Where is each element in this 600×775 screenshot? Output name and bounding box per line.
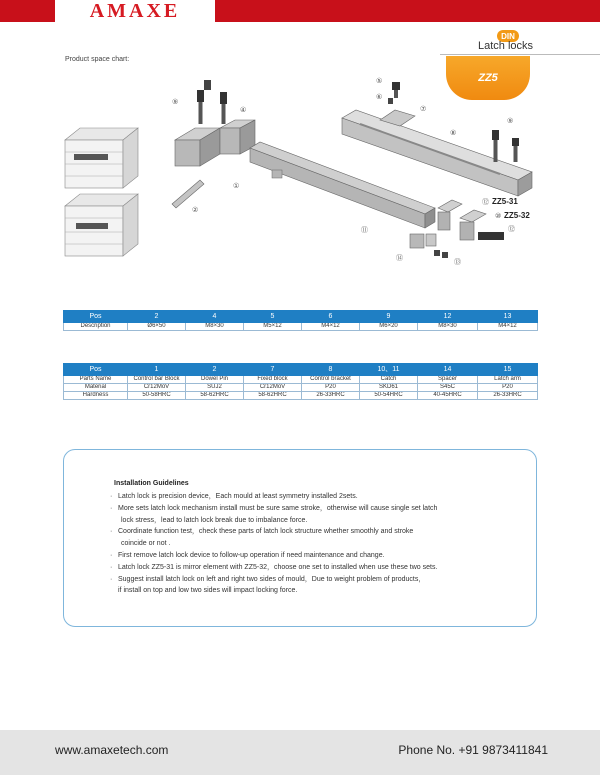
series-title: Latch locks bbox=[478, 40, 534, 52]
guidelines-title: Installation Guidelines bbox=[114, 480, 189, 487]
mould-assembly-top bbox=[65, 128, 138, 188]
callout-6: ⑥ bbox=[376, 93, 383, 101]
callout-11: ⑪ bbox=[361, 226, 368, 234]
callout-14: ⑭ bbox=[396, 254, 403, 262]
table-cell: Control bracket bbox=[302, 376, 360, 384]
header-cell: 5 bbox=[244, 311, 302, 323]
control-bracket bbox=[342, 110, 532, 196]
table-row bbox=[64, 323, 538, 331]
table-cell: Ø6×50 bbox=[128, 323, 186, 331]
table-row bbox=[64, 376, 538, 384]
model-tab: ZZ5 bbox=[446, 56, 530, 100]
table-cell: Material bbox=[64, 384, 128, 392]
table-cell: P20 bbox=[478, 384, 538, 392]
product-space-drawing bbox=[60, 68, 540, 278]
header-cell: 4 bbox=[186, 311, 244, 323]
block-screws bbox=[197, 80, 227, 124]
control-bar-block bbox=[175, 120, 255, 166]
callout-9a: ⑨ bbox=[172, 98, 179, 106]
table-cell: Cr12MoV bbox=[128, 384, 186, 392]
header-cell: 2 bbox=[128, 311, 186, 323]
table-row bbox=[64, 392, 538, 400]
header-cell: 6 bbox=[302, 311, 360, 323]
chart-label: Product space chart: bbox=[65, 56, 130, 63]
table-cell: Fixed block bbox=[244, 376, 302, 384]
guideline-item-continued: lock stress，lead to latch lock break due to imbalance force. bbox=[121, 516, 308, 524]
bracket-screws bbox=[492, 130, 519, 162]
header-cell: 12 bbox=[418, 311, 478, 323]
table-cell: M5×12 bbox=[244, 323, 302, 331]
header-cell: Pos bbox=[64, 311, 128, 323]
header-cell: 10、11 bbox=[360, 364, 418, 376]
callout-8: ⑧ bbox=[450, 129, 457, 137]
table-row bbox=[64, 384, 538, 392]
table-cell: 40-45HRC bbox=[418, 392, 478, 400]
callout-4: ④ bbox=[240, 106, 247, 114]
table-cell: Cr12MoV bbox=[244, 384, 302, 392]
header-cell: 14 bbox=[418, 364, 478, 376]
guideline-item-continued: coincide or not . bbox=[121, 540, 171, 548]
table-cell: 50-58HRC bbox=[128, 392, 186, 400]
table-cell: M8×30 bbox=[418, 323, 478, 331]
table-cell: Spacer bbox=[418, 376, 478, 384]
guideline-item: · Latch lock ZZ5-31 is mirror element with ZZ5-32，choose one set to installed when use these two sets. bbox=[107, 562, 527, 574]
guidelines-list bbox=[107, 491, 527, 597]
table-cell: 50-54HRC bbox=[360, 392, 418, 400]
variant-zz5-31: ZZ5-31 bbox=[492, 197, 518, 206]
brand-name: AMAXE bbox=[89, 0, 181, 22]
guideline-item: · First remove latch lock device to follow-up operation if need maintenance and change. bbox=[107, 550, 527, 562]
table-cell: M6×20 bbox=[360, 323, 418, 331]
guideline-item: · Suggest install latch lock on left and right two sides of mould，Due to weight problem of products， bbox=[107, 574, 527, 586]
description-table bbox=[63, 310, 538, 331]
table-cell: Catch bbox=[360, 376, 418, 384]
footer-phone: Phone No. +91 9873411841 bbox=[398, 743, 548, 757]
header-cell: 1 bbox=[128, 364, 186, 376]
parts-table-header bbox=[64, 364, 538, 376]
header-cell: 15 bbox=[478, 364, 538, 376]
table-cell: Parts Name bbox=[64, 376, 128, 384]
table-cell: P20 bbox=[302, 384, 360, 392]
brand-logo bbox=[55, 0, 215, 22]
callout-9b: ⑨ bbox=[507, 117, 514, 125]
mould-assembly-bottom bbox=[65, 194, 138, 256]
header-cell: 9 bbox=[360, 311, 418, 323]
table-cell: SKD61 bbox=[360, 384, 418, 392]
table-cell: Description bbox=[64, 323, 128, 331]
table-cell: Dowel Pin bbox=[186, 376, 244, 384]
table-cell: 58-62HRC bbox=[244, 392, 302, 400]
guideline-item-continued: if install on top and low two sides will impact locking force. bbox=[118, 587, 298, 595]
table-cell: 58-62HRC bbox=[186, 392, 244, 400]
parts-table bbox=[63, 363, 538, 400]
guideline-item: · Coordinate function test，check these parts of latch lock structure whether smoothly and stroke bbox=[107, 526, 527, 538]
callout-10: ⑩ bbox=[495, 212, 502, 220]
table-cell: Latch arm bbox=[478, 376, 538, 384]
table-cell: M8×30 bbox=[186, 323, 244, 331]
fixed-block bbox=[380, 82, 415, 126]
table-cell: Control bar Block bbox=[128, 376, 186, 384]
header-cell: 8 bbox=[302, 364, 360, 376]
guideline-item: · Latch lock is precision device，Each mould at least symmetry installed 2sets. bbox=[107, 491, 527, 503]
table-cell: Hardness bbox=[64, 392, 128, 400]
callout-13: ⑬ bbox=[454, 258, 461, 266]
callout-5: ⑤ bbox=[376, 77, 383, 85]
din-badge: DIN bbox=[497, 30, 519, 42]
header-cell: 2 bbox=[186, 364, 244, 376]
table-cell: 26-33HRC bbox=[478, 392, 538, 400]
title-divider bbox=[440, 54, 600, 55]
header-cell: 13 bbox=[478, 311, 538, 323]
callout-1: ① bbox=[233, 182, 240, 190]
callout-12a: ⑫ bbox=[482, 198, 489, 206]
guideline-item: · More sets latch lock mechanism install must be sure same stroke，otherwise will cause single set latch bbox=[107, 503, 527, 515]
callout-2: ② bbox=[192, 206, 199, 214]
table-cell: M4×12 bbox=[302, 323, 360, 331]
dowel-pin bbox=[172, 180, 204, 208]
header-cell: 7 bbox=[244, 364, 302, 376]
header-cell: Pos bbox=[64, 364, 128, 376]
table-cell: S45C bbox=[418, 384, 478, 392]
table-cell: M4×12 bbox=[478, 323, 538, 331]
callout-7: ⑦ bbox=[420, 105, 427, 113]
description-table-header bbox=[64, 311, 538, 323]
table-cell: SUJ2 bbox=[186, 384, 244, 392]
callout-12b: ⑫ bbox=[508, 225, 515, 233]
table-cell: 26-33HRC bbox=[302, 392, 360, 400]
variant-zz5-32: ZZ5-32 bbox=[504, 211, 530, 220]
footer-website[interactable]: www.amaxetech.com bbox=[55, 743, 169, 757]
